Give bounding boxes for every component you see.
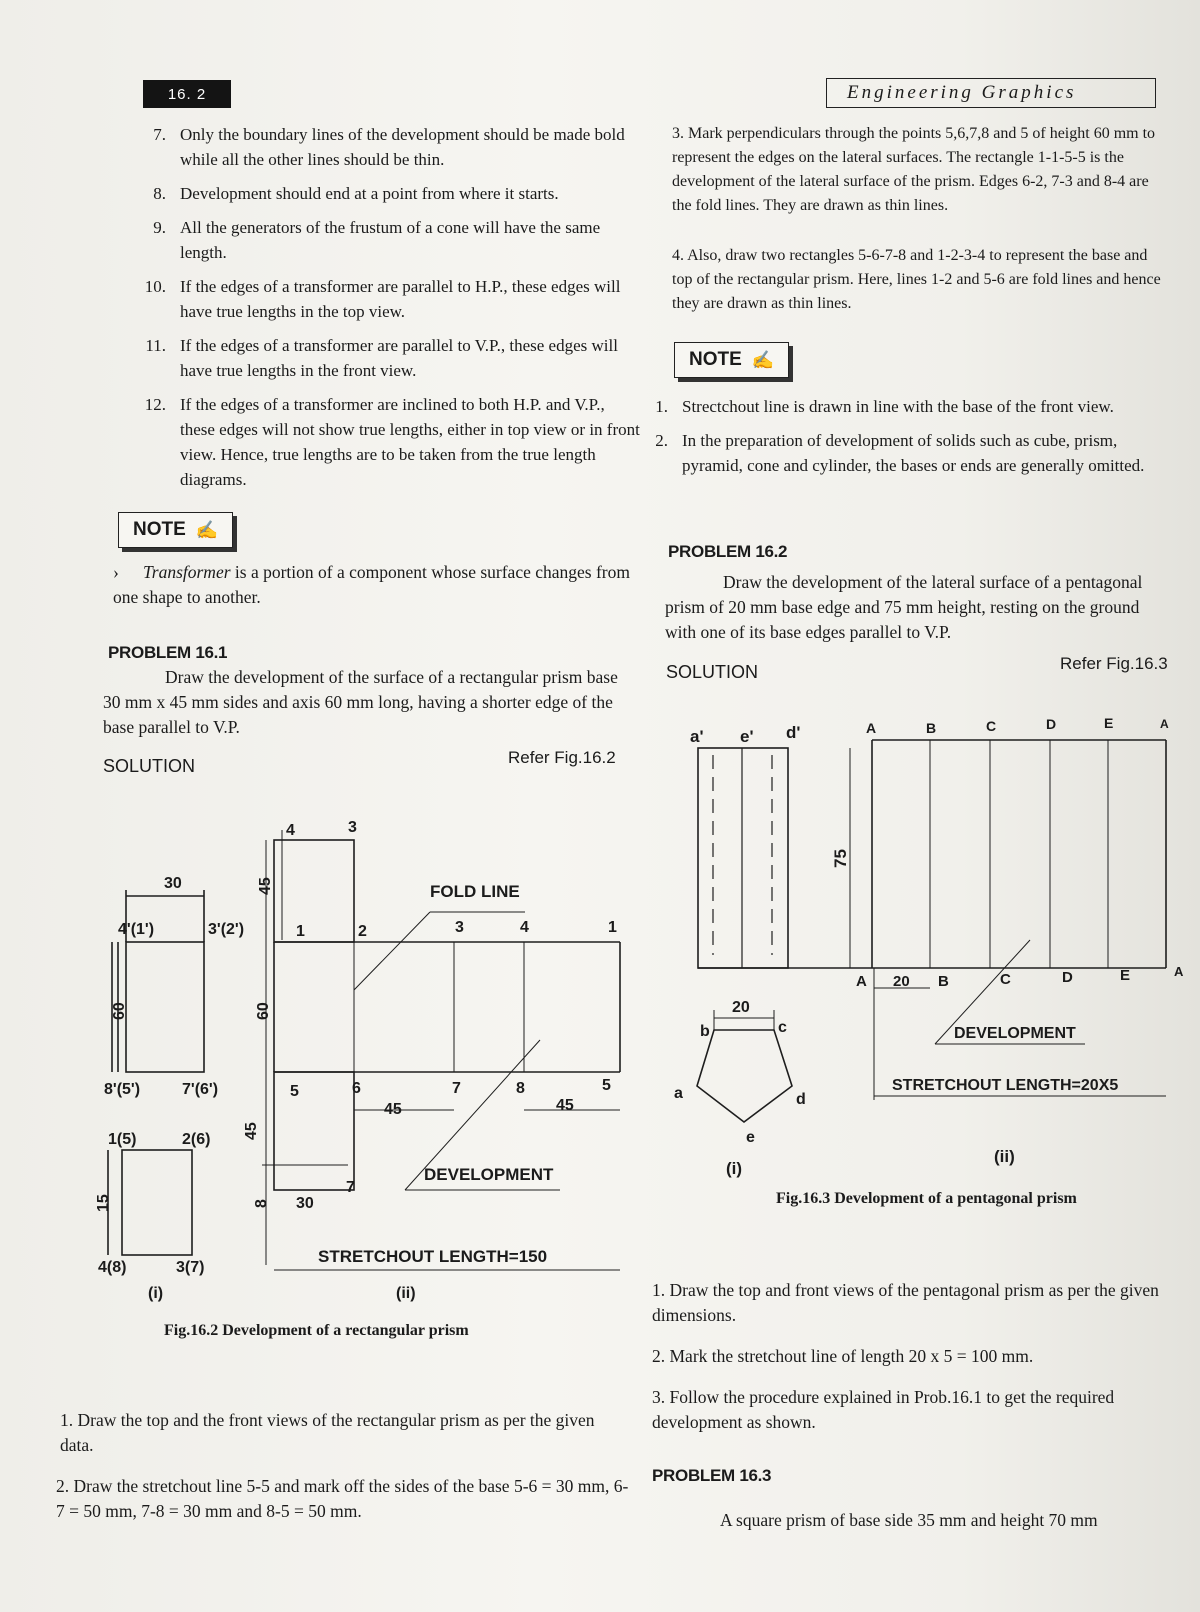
problem-16-1-title: PROBLEM 16.1 — [108, 643, 228, 662]
solution-label-16-2: SOLUTION — [666, 662, 759, 682]
pen-icon: ✍ — [751, 349, 775, 370]
list-item: 1. Strectchout line is drawn in line with the base of the front view. — [655, 397, 1114, 416]
fig-16-2-label: 4 — [286, 822, 295, 839]
fig-16-3-label: A — [866, 720, 877, 736]
fig-16-2-label: 15 — [95, 1194, 112, 1212]
fig-16-2-label: 8 — [516, 1080, 525, 1097]
solution-label-16-1: SOLUTION — [103, 756, 196, 776]
fig-16-3-label: C — [986, 718, 997, 734]
fig-16-3-caption: Fig.16.3 Development of a pentagonal prism — [776, 1190, 1077, 1207]
fig-16-3-label: d — [796, 1091, 806, 1108]
pen-icon: ✍ — [195, 519, 219, 540]
fig-16-2-label: 4'(1') — [118, 921, 155, 938]
note-label: NOTE — [133, 519, 186, 540]
fig-16-2-label: 3 — [348, 819, 357, 836]
fig-16-2-label: 8'(5') — [104, 1081, 141, 1098]
fig-16-3-label: b — [700, 1023, 710, 1040]
fig-16-3-label: e' — [740, 727, 754, 746]
fig-16-2-label: 1(5) — [108, 1131, 137, 1148]
right-step-3: 3. Mark perpendiculars through the points 5,6,7,8 and 5 of height 60 mm to represent the edges on the lateral surfaces. The rectangle 1-1-5-5 is the development of the lateral surface of the prism. Edges 6-2, 7-3 and 8-4 are the fold lines. They are drawn as thin lines. — [672, 125, 1156, 214]
fig-16-3-label: A — [856, 973, 867, 990]
fig-16-2-label: 30 — [296, 1195, 314, 1212]
list-item: 11. If the edges of a transformer are parallel to V.P., these edges will have true lengths in the front view. — [145, 336, 618, 380]
list-item: 9. All the generators of the frustum of a cone will have the same length. — [153, 218, 601, 262]
fig-16-2-label: 2 — [358, 923, 367, 940]
problem-16-3-text: A square prism of base side 35 mm and height 70 mm — [720, 1510, 1098, 1530]
problem-16-1-text: Draw the development of the surface of a rectangular prism base 30 mm x 45 mm sides and axis 60 mm long, having a shorter edge of the base parallel to V.P. — [103, 667, 618, 737]
fig-16-3-label: E — [1120, 967, 1131, 984]
fig-16-2-label: 5 — [602, 1077, 611, 1094]
fig-16-2-label: 7 — [346, 1179, 355, 1196]
fig-16-2-label: 45 — [243, 1122, 260, 1140]
fig-16-3-label: D — [1062, 969, 1073, 986]
fig-16-3-label: 20 — [893, 973, 910, 990]
fold-line-label: FOLD LINE — [430, 882, 520, 901]
fig-16-3-label: 75 — [831, 849, 850, 868]
list-item: 2. Mark the stretchout line of length 20 x 5 = 100 mm. — [652, 1346, 1034, 1366]
fig-16-2-label: 45 — [384, 1101, 402, 1118]
fig-16-3-label: c — [778, 1019, 787, 1036]
view-label-ii: (ii) — [994, 1147, 1015, 1166]
list-item: 10. If the edges of a transformer are parallel to H.P., these edges will have true lengths in the top view. — [144, 277, 621, 321]
fig-16-2-label: 3 — [455, 919, 464, 936]
fig-16-3-label: A — [1174, 964, 1184, 979]
left-step-2: 2. Draw the stretchout line 5-5 and mark off the sides of the base 5-6 = 30 mm, 6-7 = 50 mm, 7-8 = 30 mm and 8-5 = 50 mm. — [56, 1476, 629, 1521]
fig-16-3-label: A — [1160, 717, 1169, 731]
fig-16-2-label: 1 — [296, 923, 305, 940]
view-label-ii: (ii) — [396, 1285, 416, 1302]
fig-16-2-label: 5 — [290, 1083, 299, 1100]
development-label: DEVELOPMENT — [424, 1165, 554, 1184]
view-label-i: (i) — [148, 1285, 164, 1302]
fig-16-2-label: 3(7) — [176, 1259, 205, 1276]
list-item: 2. In the preparation of development of solids such as cube, prism, pyramid, cone and cylinder, the bases or ends are generally omitted. — [655, 431, 1145, 475]
fig-16-2-label: 30 — [164, 875, 182, 892]
fig-16-2-label: 3'(2') — [208, 921, 245, 938]
fig-16-2-label: 4 — [520, 919, 529, 936]
stretchout-label: STRETCHOUT LENGTH=20X5 — [892, 1077, 1119, 1094]
list-item: 8. Development should end at a point from where it starts. — [153, 184, 559, 203]
refer-fig-16-2: Refer Fig.16.2 — [508, 748, 616, 767]
list-item: 3. Follow the procedure explained in Prob.16.1 to get the required development as shown. — [652, 1387, 1115, 1432]
fig-16-2-label: 8 — [253, 1199, 270, 1208]
fig-16-2-label: 7 — [452, 1080, 461, 1097]
view-label-i: (i) — [726, 1159, 743, 1178]
problem-16-2-title: PROBLEM 16.2 — [668, 542, 788, 561]
fig-16-2-label: 60 — [111, 1002, 128, 1020]
fig-16-3-label: C — [1000, 971, 1011, 988]
fig-16-3-label: a — [674, 1085, 683, 1102]
fig-16-2-label: 1 — [608, 919, 617, 936]
fig-16-2-label: 6 — [352, 1080, 361, 1097]
left-step-1: 1. Draw the top and the front views of the rectangular prism as per the given data. — [60, 1410, 595, 1455]
fig-16-3-label: 20 — [732, 999, 750, 1016]
fig-16-2-label: 45 — [257, 877, 274, 895]
right-step-4: 4. Also, draw two rectangles 5-6-7-8 and 1-2-3-4 to represent the base and top of the rectangular prism. Here, lines 1-2 and 5-6 are fold lines and hence they are drawn as thin lines. — [672, 247, 1161, 312]
list-item: 1. Draw the top and front views of the pentagonal prism as per the given dimensions. — [652, 1280, 1159, 1325]
bullet-icon: › — [113, 562, 119, 582]
problem-16-2-text: Draw the development of the lateral surface of a pentagonal prism of 20 mm base edge and 75 mm height, resting on the ground with one of its base edges parallel to V.P. — [665, 572, 1143, 642]
fig-16-3-label: d' — [786, 723, 801, 742]
right-steps-bottom — [652, 1278, 1197, 1435]
transformer-note: › Transformer is a portion of a component whose surface changes from one shape to another. — [113, 562, 630, 607]
fig-16-3-label: D — [1046, 716, 1057, 732]
fig-16-2-label: 4(8) — [98, 1259, 127, 1276]
list-item: 12. If the edges of a transformer are inclined to both H.P. and V.P., these edges will not show true lengths, either in top view or in front view. Hence, true lengths are to be taken from the true length diagrams. — [144, 395, 640, 489]
list-item: 7. Only the boundary lines of the development should be made bold while all the other lines should be thin. — [153, 125, 625, 169]
fig-16-2-label: 60 — [255, 1002, 272, 1020]
fig-16-3-label: a' — [690, 727, 704, 746]
fig-16-3-label: B — [938, 973, 949, 990]
fig-16-3-label: E — [1104, 715, 1114, 731]
fig-16-2-label: 7'(6') — [182, 1081, 219, 1098]
stretchout-label: STRETCHOUT LENGTH=150 — [318, 1247, 548, 1266]
refer-fig-16-3: Refer Fig.16.3 — [1060, 654, 1168, 673]
fig-16-3-label: e — [746, 1129, 755, 1146]
page-number: 16. 2 — [143, 80, 231, 108]
development-label: DEVELOPMENT — [954, 1025, 1076, 1042]
fig-16-2-label: 2(6) — [182, 1131, 211, 1148]
note-label: NOTE — [689, 349, 742, 370]
fig-16-2-caption: Fig.16.2 Development of a rectangular prism — [164, 1322, 469, 1339]
problem-16-3-title: PROBLEM 16.3 — [652, 1466, 772, 1485]
running-title: Engineering Graphics — [826, 78, 1156, 108]
fig-16-3-label: B — [926, 720, 937, 736]
fig-16-2-label: 45 — [556, 1097, 574, 1114]
